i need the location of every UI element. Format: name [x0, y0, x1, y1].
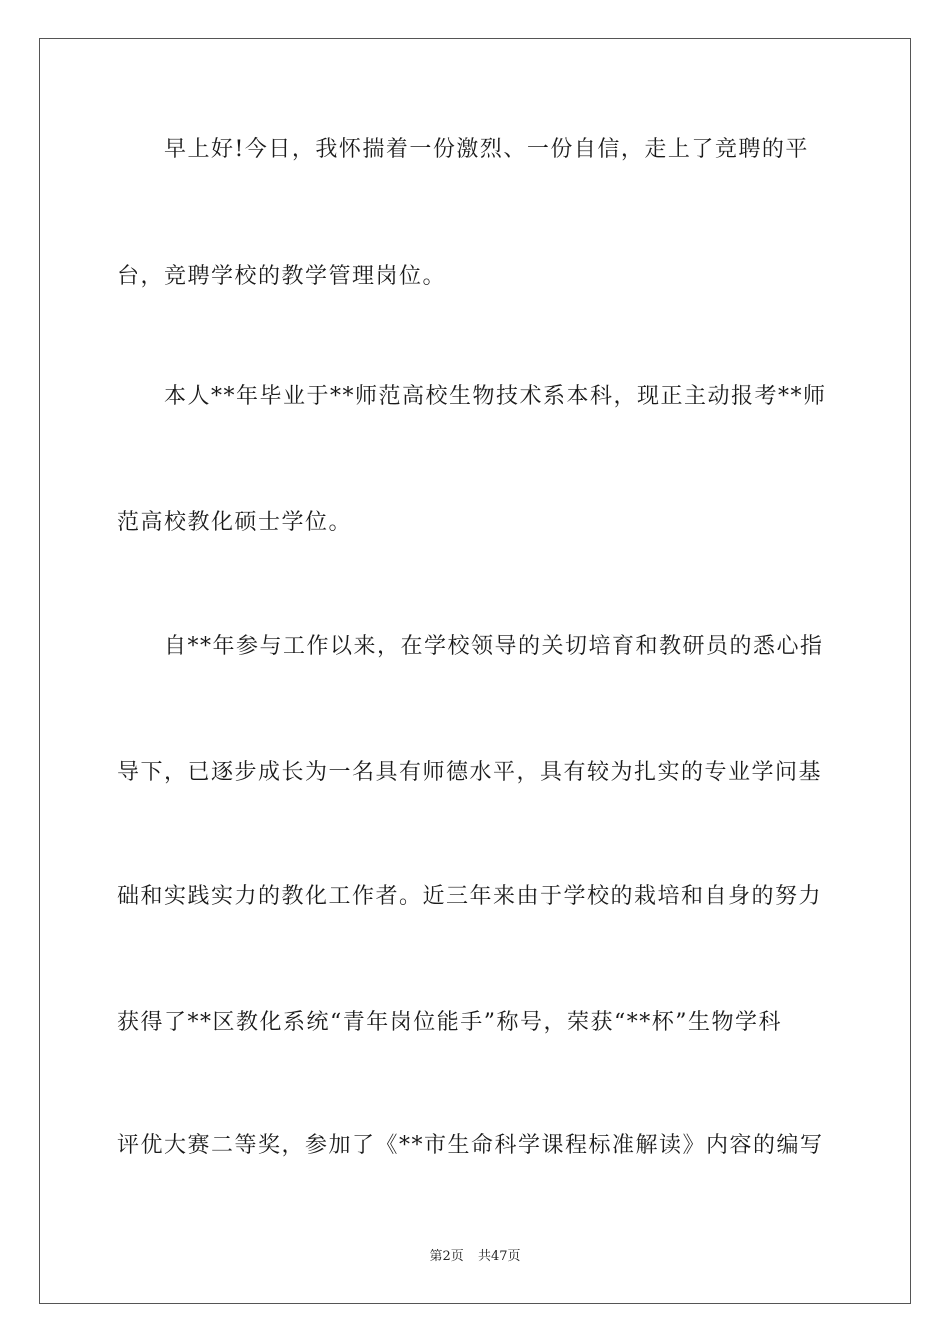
paragraph-3-line-1: 自**年参与工作以来，在学校领导的关切培育和教研员的悉心指	[117, 634, 824, 659]
total-pages: 共47页	[477, 1249, 521, 1264]
paragraph-1-line-1: 早上好!今日，我怀揣着一份激烈、一份自信，走上了竞聘的平	[117, 137, 809, 162]
page-number: 第2页	[429, 1249, 464, 1264]
page-border	[39, 38, 911, 1304]
paragraph-3-line-4: 获得了**区教化系统“青年岗位能手”称号，荣获“**杯”生物学科	[117, 1010, 782, 1035]
paragraph-3-line-5: 评优大赛二等奖，参加了《**市生命科学课程标准解读》内容的编写	[117, 1133, 824, 1158]
paragraph-2-line-2: 范高校教化硕士学位。	[117, 510, 353, 535]
paragraph-3-line-3: 础和实践实力的教化工作者。近三年来由于学校的栽培和自身的努力	[117, 884, 823, 909]
paragraph-3-line-2: 导下，已逐步成长为一名具有师德水平，具有较为扎实的专业学问基	[117, 760, 823, 785]
page-footer	[0, 1248, 950, 1266]
paragraph-1-line-2: 台，竞聘学校的教学管理岗位。	[117, 264, 447, 289]
paragraph-2-line-1: 本人**年毕业于**师范高校生物技术系本科，现正主动报考**师	[117, 384, 827, 409]
